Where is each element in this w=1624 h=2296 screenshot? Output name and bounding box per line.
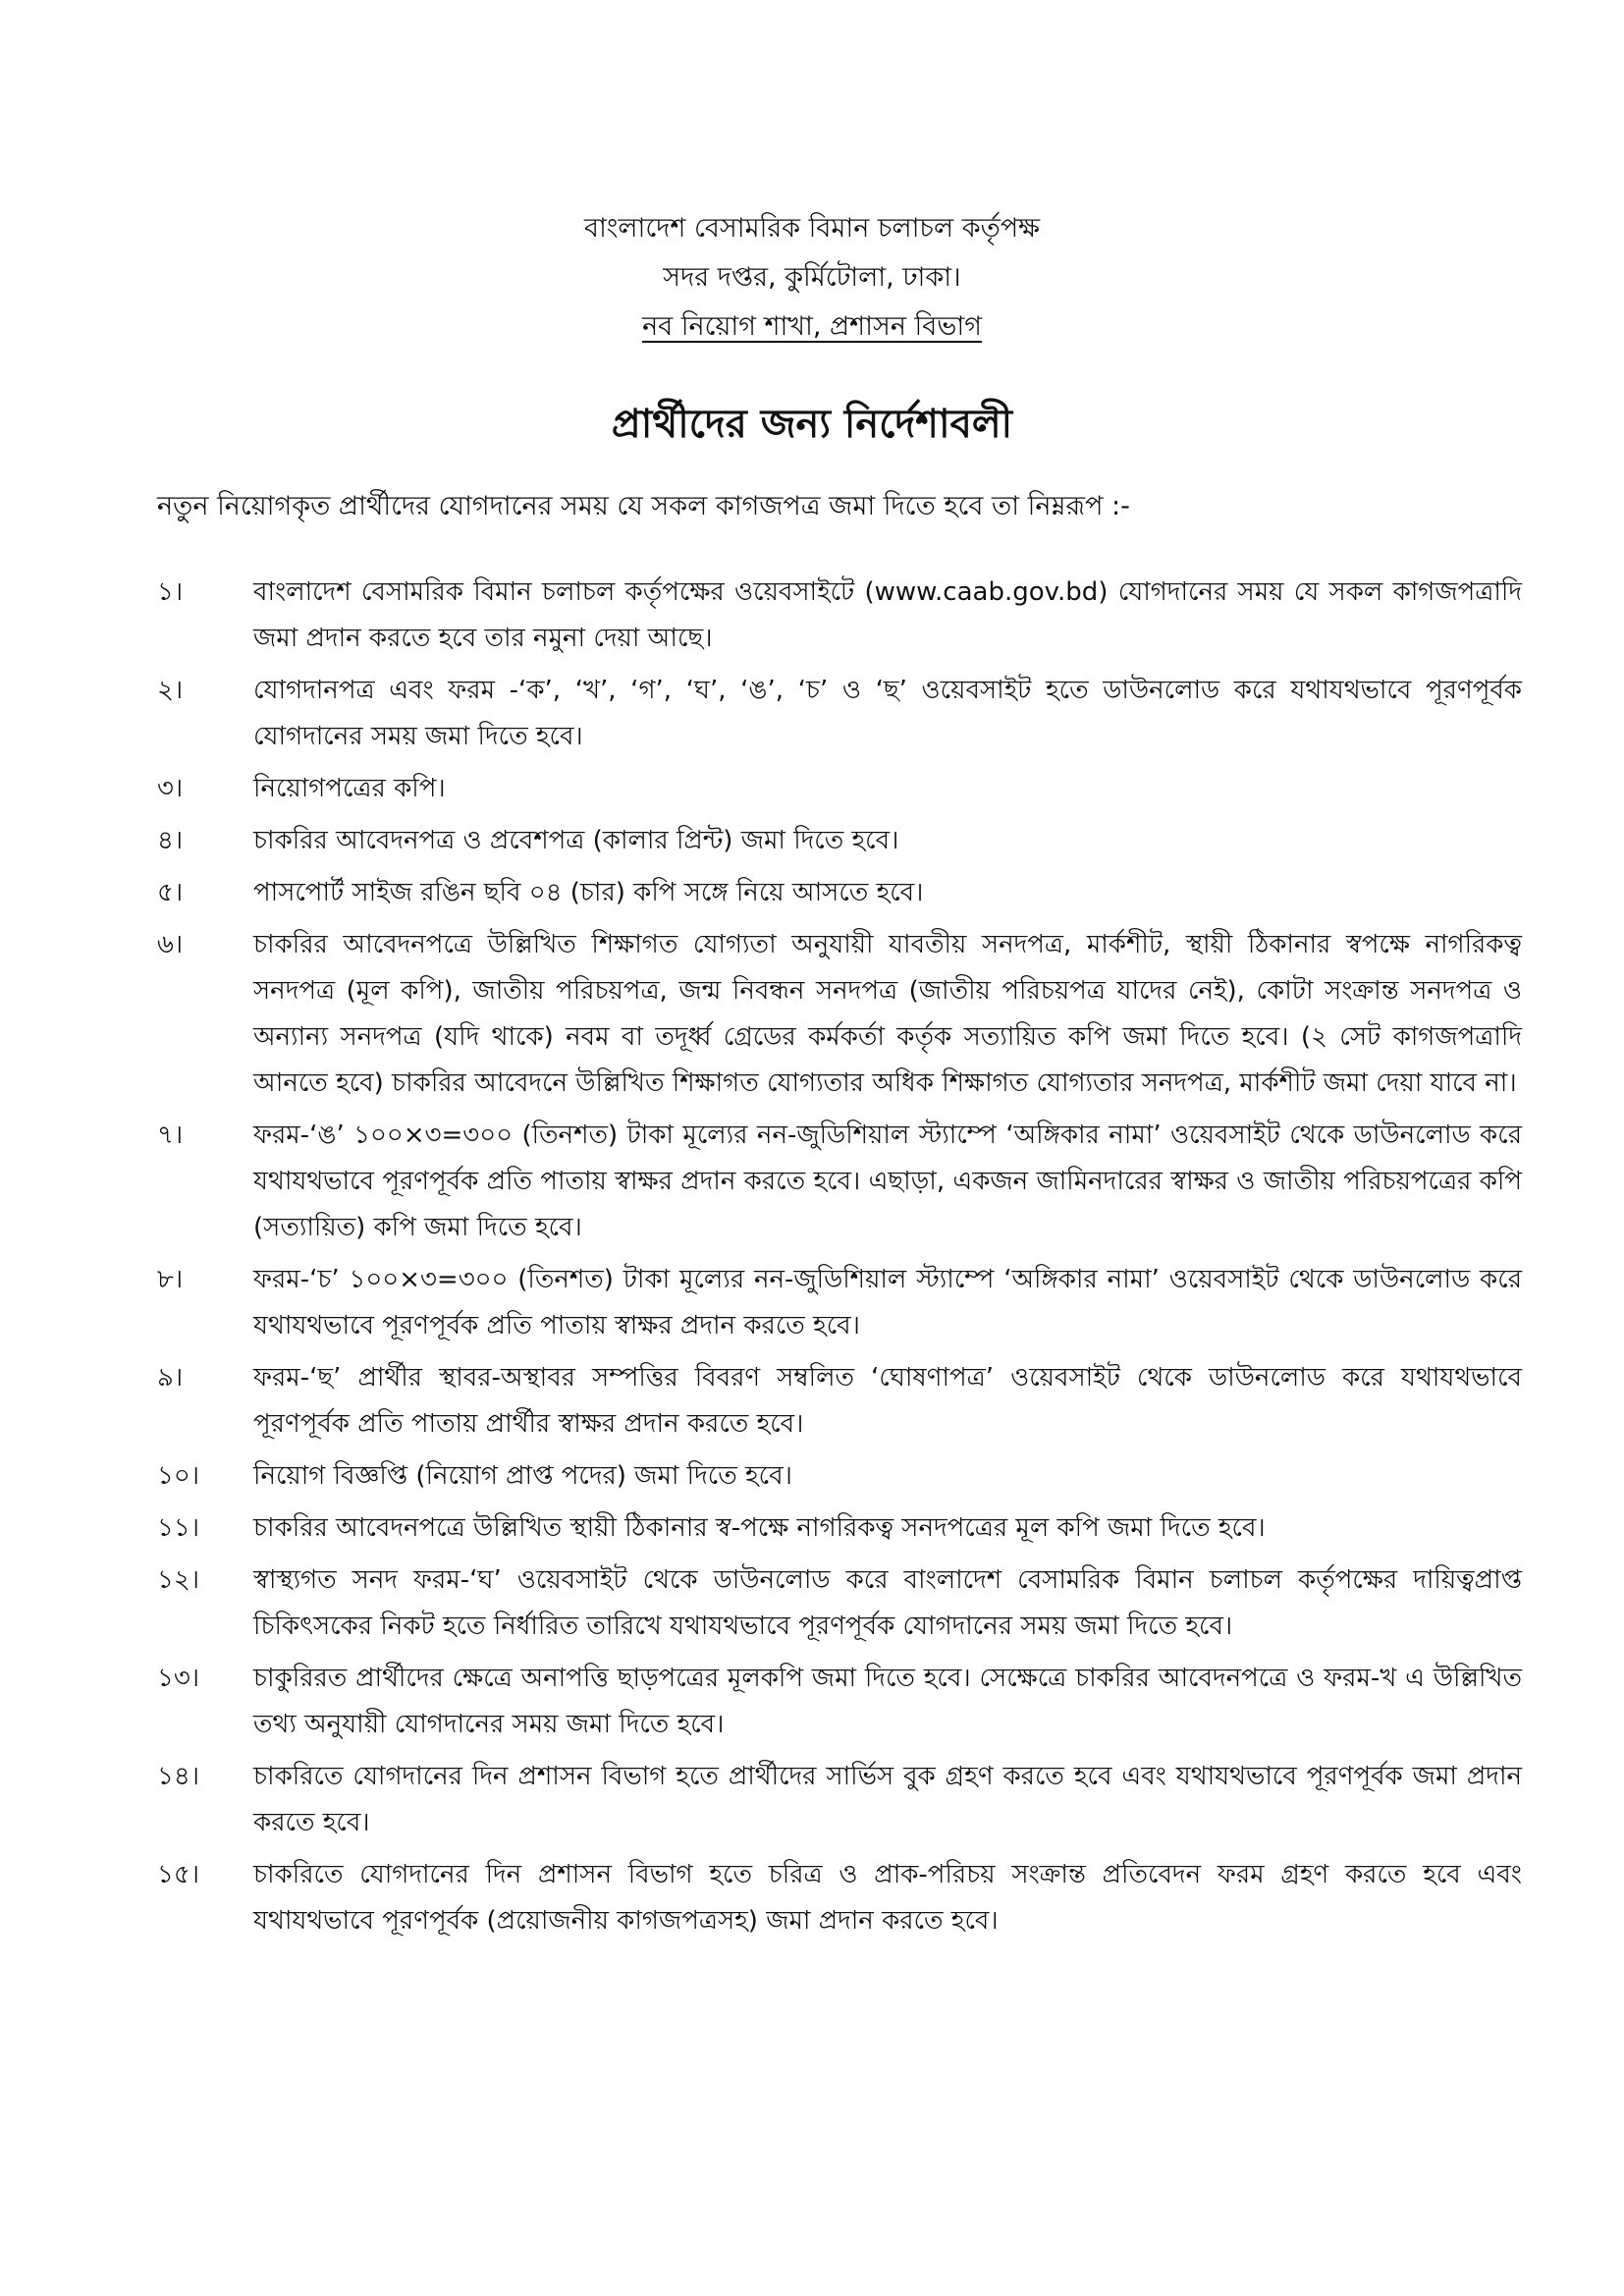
list-item xyxy=(157,1558,1522,1650)
organization-name: বাংলাদেশ বেসামরিক বিমান চলাচল কর্তৃপক্ষ xyxy=(583,213,1041,244)
department-name-text: নব নিয়োগ শাখা, প্রশাসন বিভাগ xyxy=(642,311,982,342)
list-item xyxy=(157,1355,1522,1448)
list-item-text: পাসপোর্ট সাইজ রঙিন ছবি ০৪ (চার) কপি সঙ্গে নিয়ে আসতে হবে। xyxy=(253,878,924,907)
list-item-number: ১। xyxy=(157,577,184,607)
list-item-number: ১৫। xyxy=(157,1860,200,1889)
list-item-number: ১৪। xyxy=(157,1762,200,1791)
list-item-text: নিয়োগ বিজ্ঞপ্তি (নিয়োগ প্রাপ্ত পদের) জমা দিতে হবে। xyxy=(253,1461,792,1491)
list-item xyxy=(157,1113,1522,1251)
list-item-text: চাকরিতে যোগদানের দিন প্রশাসন বিভাগ হতে চরিত্র ও প্রাক-পরিচয় সংক্রান্ত প্রতিবেদন ফরম গ্রহণ করতে হবে এবং যথাযথভাবে পূরণপূর্বক (প্রয়োজনীয় কাগজপত্রসহ) জমা প্রদান করতে হবে। xyxy=(253,1860,1522,1936)
list-item xyxy=(157,1505,1522,1552)
list-item-text: ফরম-‘ঙ’ ১০০×৩=৩০০ (তিনশত) টাকা মূল্যের নন-জুডিশিয়াল স্ট্যাম্পে ‘অঙ্গিকার নামা’ ওয়েবসাইট থেকে ডাউনলোড করে যথাযথভাবে পূরণপূর্বক প্রতি পাতায় স্বাক্ষর প্রদান করতে হবে। এছাড়া, একজন জামিনদারের স্বাক্ষর ও জাতীয় পরিচয়পত্রের কপি (সত্যায়িত) কপি জমা দিতে হবে। xyxy=(253,1121,1522,1242)
list-item xyxy=(157,818,1522,864)
list-item-text: যোগদানপত্র এবং ফরম -‘ক’, ‘খ’, ‘গ’, ‘ঘ’, ‘ঙ’, ‘চ’ ও ‘ছ’ ওয়েবসাইট হতে ডাউনলোড করে যথাযথভাবে পূরণপূর্বক যোগদানের সময় জমা দিতে হবে। xyxy=(253,676,1522,751)
intro-text: নতুন নিয়োগকৃত প্রার্থীদের যোগদানের সময় যে সকল কাগজপত্র জমা দিতে হবে তা নিম্নরূপ :- xyxy=(157,491,1130,521)
list-item-number: ২। xyxy=(157,676,184,705)
list-item-text: চাকুরিরত প্রার্থীদের ক্ষেত্রে অনাপত্তি ছাড়পত্রের মূলকপি জমা দিতে হবে। সেক্ষেত্রে চাকরির আবেদনপত্রে ও ফরম-খ এ উল্লিখিত তথ্য অনুযায়ী যোগদানের সময় জমা দিতে হবে। xyxy=(253,1664,1522,1739)
list-item-text: চাকরির আবেদনপত্র ও প্রবেশপত্র (কালার প্রিন্ট) জমা দিতে হবে। xyxy=(253,826,899,855)
list-item-number: ৩। xyxy=(157,774,184,803)
list-item-text: নিয়োগপত্রের কপি। xyxy=(253,774,446,803)
page-title: প্রার্থীদের জন্য নির্দেশাবলী xyxy=(611,402,1013,447)
list-item-number: ৪। xyxy=(157,826,184,855)
department-name xyxy=(0,302,1624,352)
list-item-number: ১২। xyxy=(157,1565,200,1595)
list-item-text: চাকরির আবেদনপত্রে উল্লিখিত শিক্ষাগত যোগ্যতা অনুযায়ী যাবতীয় সনদপত্র, মার্কশীট, স্থায়ী ঠিকানার স্বপক্ষে নাগরিকত্ব সনদপত্র (মূল কপি), জাতীয় পরিচয়পত্র, জন্ম নিবন্ধন সনদপত্র (জাতীয় পরিচয়পত্র যাদের নেই), কোটা সংক্রান্ত সনদপত্র ও অন্যান্য সনদপত্র (যদি থাকে) নবম বা তদূর্ধ্ব গ্রেডের কর্মকর্তা কর্তৃক সত্যায়িত কপি জমা দিতে হবে। (২ সেট কাগজপত্রাদি আনতে হবে) চাকরির আবেদনে উল্লিখিত শিক্ষাগত যোগ্যতার অধিক শিক্ষাগত যোগ্যতার সনদপত্র, মার্কশীট জমা দেয়া যাবে না। xyxy=(253,930,1522,1098)
list-item xyxy=(157,668,1522,760)
list-item-number: ৫। xyxy=(157,878,184,907)
list-item xyxy=(157,766,1522,812)
list-item xyxy=(157,1656,1522,1748)
list-item-text: চাকরির আবেদনপত্রে উল্লিখিত স্থায়ী ঠিকানার স্ব-পক্ষে নাগরিকত্ব সনদপত্রের মূল কপি জমা দিতে হবে। xyxy=(253,1513,1266,1543)
list-item-text: ফরম-‘চ’ ১০০×৩=৩০০ (তিনশত) টাকা মূল্যের নন-জুডিশিয়াল স্ট্যাম্পে ‘অঙ্গিকার নামা’ ওয়েবসাইট থেকে ডাউনলোড করে যথাযথভাবে পূরণপূর্বক প্রতি পাতায় স্বাক্ষর প্রদান করতে হবে। xyxy=(253,1265,1522,1340)
list-item-number: ৭। xyxy=(157,1121,184,1150)
list-item-number: ৮। xyxy=(157,1265,184,1294)
list-item xyxy=(157,1257,1522,1349)
list-item xyxy=(157,570,1522,662)
list-item-text: বাংলাদেশ বেসামরিক বিমান চলাচল কর্তৃপক্ষের ওয়েবসাইটে (www.caab.gov.bd) যোগদানের সময় যে সকল কাগজপত্রাদি জমা প্রদান করতে হবে তার নমুনা দেয়া আছে। xyxy=(253,577,1522,653)
list-item-number: ৯। xyxy=(157,1363,184,1393)
list-item-text: ফরম-‘ছ’ প্রার্থীর স্থাবর-অস্থাবর সম্পত্তির বিবরণ সম্বলিত ‘ঘোষণাপত্র’ ওয়েবসাইট থেকে ডাউনলোড করে যথাযথভাবে পূরণপূর্বক প্রতি পাতায় প্রার্থীর স্বাক্ষর প্রদান করতে হবে। xyxy=(253,1363,1522,1439)
list-item xyxy=(157,1754,1522,1846)
list-item-number: ১০। xyxy=(157,1461,200,1491)
instruction-list xyxy=(157,570,1522,1950)
list-item-text: স্বাস্থ্যগত সনদ ফরম-‘ঘ’ ওয়েবসাইট থেকে ডাউনলোড করে বাংলাদেশ বেসামরিক বিমান চলাচল কর্তৃপক্ষের দায়িত্বপ্রাপ্ত চিকিৎসকের নিকট হতে নির্ধারিত তারিখে যথাযথভাবে পূরণপূর্বক যোগদানের সময় জমা দিতে হবে। xyxy=(253,1565,1522,1641)
list-item xyxy=(157,870,1522,916)
list-item xyxy=(157,1453,1522,1500)
list-item-number: ১১। xyxy=(157,1513,200,1543)
list-item xyxy=(157,1852,1522,1944)
list-item xyxy=(157,922,1522,1107)
list-item-number: ১৩। xyxy=(157,1664,200,1693)
office-address: সদর দপ্তর, কুর্মিটোলা, ঢাকা। xyxy=(663,262,961,293)
letterhead xyxy=(0,204,1624,352)
list-item-text: চাকরিতে যোগদানের দিন প্রশাসন বিভাগ হতে প্রার্থীদের সার্ভিস বুক গ্রহণ করতে হবে এবং যথাযথভাবে পূরণপূর্বক জমা প্রদান করতে হবে। xyxy=(253,1762,1522,1837)
list-item-number: ৬। xyxy=(157,930,184,959)
